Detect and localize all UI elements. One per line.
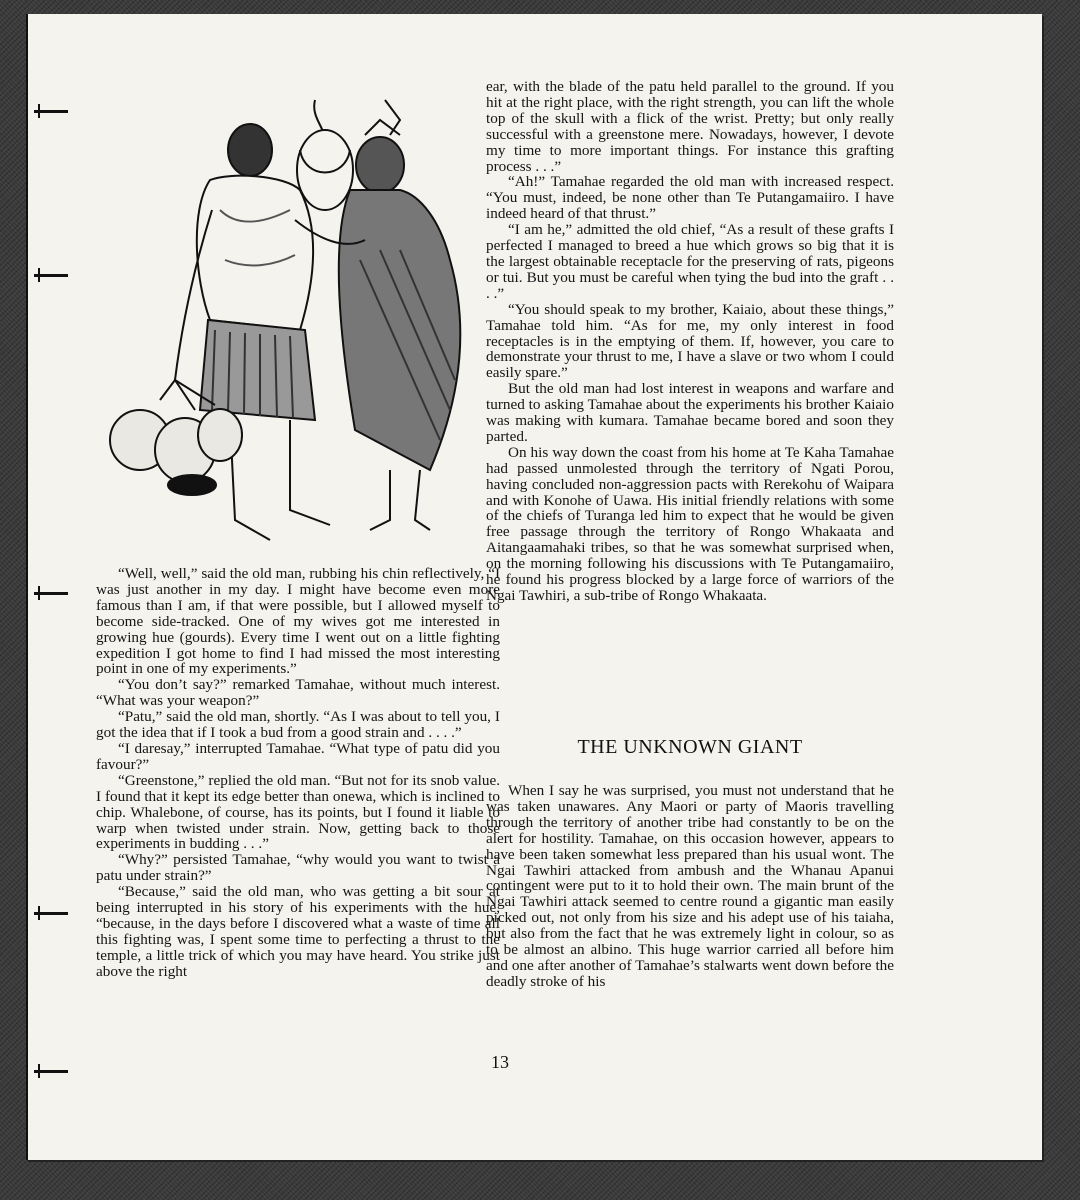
paragraph: “Patu,” said the old man, shortly. “As I was about to tell you, I got the idea that if I took a bud from a good strain and . . . .” [96,708,500,742]
page-number: 13 [491,1052,509,1072]
paragraph: “Well, well,” said the old man, rubbing his chin reflectively, “I was just another in my day. I might have become even more famous than I am, if that were possible, but I allowed myself to become side-tracked. One of my wives got me interested in growing hue (gourds). Every time I went out on a little fighting expedition I got home to find I had missed the most interesting point in one of my experiments.” [96,565,500,678]
binding-edge [34,14,44,1160]
paragraph: “Why?” persisted Tamahae, “why would you want to twist a patu under strain?” [96,851,500,885]
paragraph: “Because,” said the old man, who was getting a bit sour at being interrupted in his story of his experiments with the hue, “because, in the days before I discovered what a waste of time all this fighting was, I spent some time to perfecting a thrust to the temple, a little trick of which you may have heard. You strike just above the right [96,883,500,980]
right-text-column-top [486,79,894,604]
paragraph: “You should speak to my brother, Kaiaio, about these things,” Tamahae told him. “As for me, my only interest in food receptacles is in the emptying of them. If, however, you care to demonstrate your thrust to me, I have a slave or two whom I could easily spare.” [486,300,894,382]
binding-mark [34,592,68,595]
paragraph: When I say he was surprised, you must not understand that he was taken unawares. Any Maori or party of Maoris travelling through the territory of another tribe had constantly to be on the alert for hostility. Tamahae, on this occasion however, appears to have been taken somewhat less prepared than his usual wont. The Ngai Tawhiri attacked from ambush and the Whanau Apanui contingent were put to it to hold their own. The main brunt of the Ngai Tawhiri attack seemed to centre round a gigantic man easily picked out, not only from his size and his adept use of his taiaha, but also from the fact that he was extremely light in colour, so as to be almost an albino. This huge warrior carried all before him and one after another of Tamahae’s stalwarts went down before the deadly stroke of his [486,782,894,990]
right-text-column-bottom [486,783,894,990]
section-heading: THE UNKNOWN GIANT [577,736,803,758]
paragraph: “Ah!” Tamahae regarded the old man with increased respect. “You must, indeed, be none other than Te Putangamaiiro. I have indeed heard of that thrust.” [486,173,894,223]
left-text-column [96,566,500,980]
paragraph: ear, with the blade of the patu held parallel to the ground. If you hit at the right place, with the right strength, you can lift the whole top of the skull with a flick of the wrist. Pretty; but only really successful with a greenstone mere. Nowadays, however, I devote my time to more important things. For instance this grafting process . . .” [486,78,894,175]
paragraph: But the old man had lost interest in weapons and warfare and turned to asking Tamahae about the experiments his brother Kaiaio was making with kumara. Tamahae became bored and soon they parted. [486,380,894,445]
binding-mark [34,1070,68,1073]
binding-mark [34,110,68,113]
illustration-two-figures-with-gourds [100,80,480,560]
paragraph: “I am he,” admitted the old chief, “As a result of these grafts I perfected I managed to breed a hue which grows so big that it is the largest obtainable receptacle for the preserving of rats, pigeons or tui. But you must be careful when tying the bud into the graft . . . .” [486,221,894,302]
binding-mark [34,912,68,915]
paragraph: On his way down the coast from his home at Te Kaha Tamahae had passed unmolested through the territory of Ngati Porou, having concluded non-aggression pacts with Rerekohu of Waipara and with Konohe of Uawa. His initial friendly relations with some of the chiefs of Turanga led him to expect that he would be given free passage through the territory of Rongo Whakaata and Aitangaamahaki tribes, so that he was somewhat surprised when, on the morning following his discussions with Te Putangamaiiro, he found his progress blocked by a large force of warriors of the Ngai Tawhiri, a sub-tribe of Rongo Whakaata. [486,443,894,604]
paragraph: “You don’t say?” remarked Tamahae, without much interest. “What was your weapon?” [96,676,500,710]
binding-mark [34,274,68,277]
paragraph: “I daresay,” interrupted Tamahae. “What type of patu did you favour?” [96,739,500,773]
paragraph: “Greenstone,” replied the old man. “But not for its snob value. I found that it kept its edge better than onewa, which is inclined to chip. Whalebone, of course, has its points, but I found it liable to warp when twisted under strain. Now, getting back to those experiments in budding . . .” [96,771,500,853]
